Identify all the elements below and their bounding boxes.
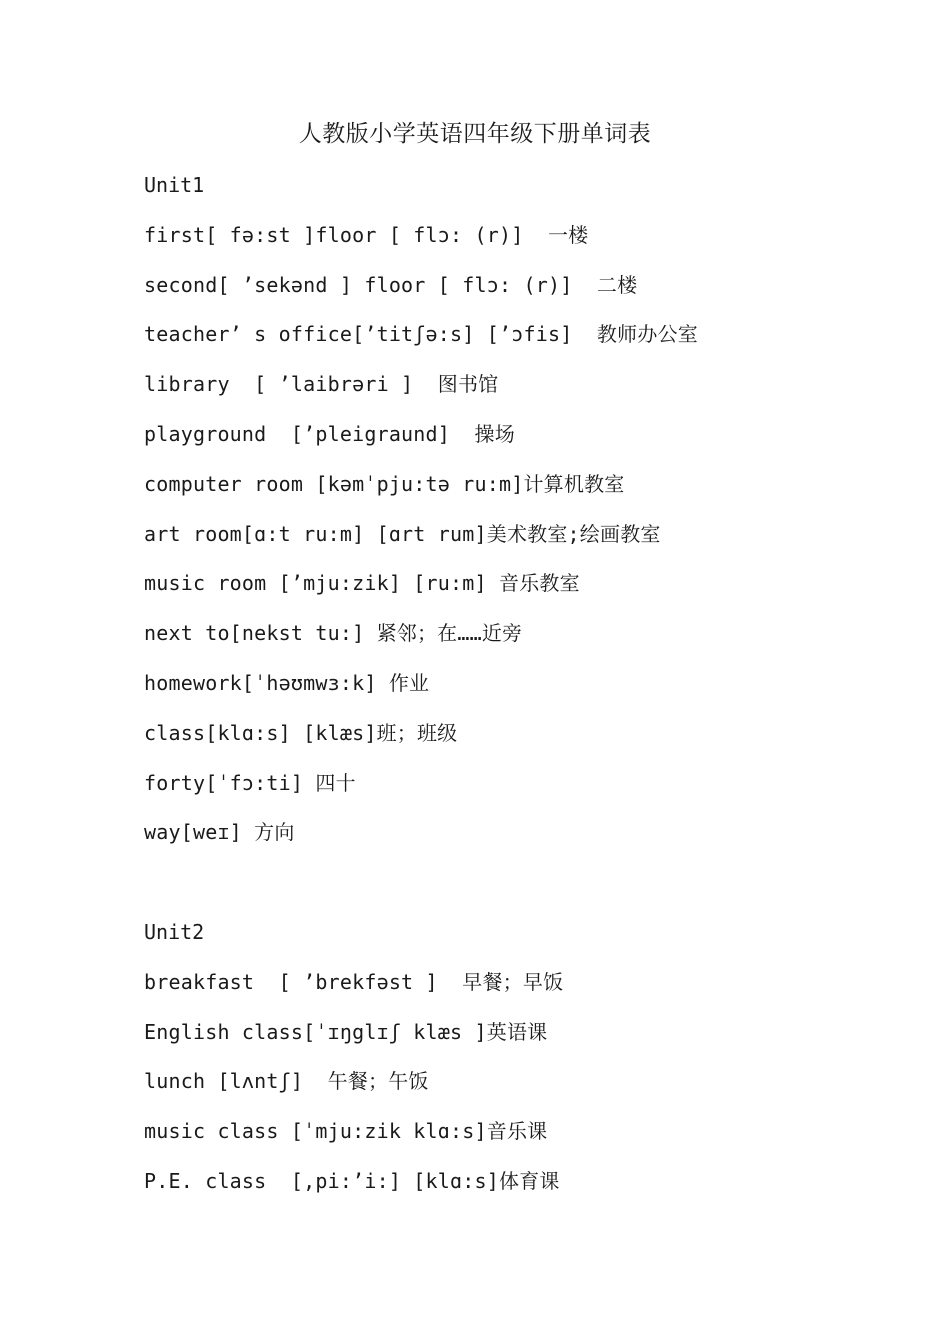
word-entry: art room[ɑ:t ru:m] [ɑrt rum]美术教室;绘画教室 <box>144 521 661 546</box>
word-entry: library [ ’laibrəri ] 图书馆 <box>144 372 499 397</box>
word-entry: lunch [lʌntʃ] 午餐；午饭 <box>144 1069 429 1094</box>
blank-line <box>144 865 904 915</box>
word-entry: playground [’pleigraund] 操场 <box>144 421 515 446</box>
word-entry: first[ fə:st ]floor [ flɔ: (r)] 一楼 <box>144 222 589 247</box>
unit-heading: Unit2 <box>144 919 205 944</box>
word-entry: music room [’mju:zik] [ru:m] 音乐教室 <box>144 571 580 596</box>
word-entry: class[klɑ:s] [klæs]班；班级 <box>144 720 458 745</box>
word-entry: way[weɪ] 方向 <box>144 820 295 845</box>
word-entry: P.E. class [,pi:’i:] [klɑ:s]体育课 <box>144 1168 560 1193</box>
word-entry: next to[nekst tu:] 紧邻；在……近旁 <box>144 621 523 646</box>
word-entry: homework[ˈhəʊmwɜ:k] 作业 <box>144 670 430 695</box>
word-entry: second[ ’sekənd ] floor [ flɔ: (r)] 二楼 <box>144 272 638 297</box>
word-entry: teacher’ s office[’titʃə:s] [’ɔfis] 教师办公室 <box>144 322 698 347</box>
word-entry: breakfast [ ’brekfəst ] 早餐；早饭 <box>144 969 564 994</box>
word-entry: music class [ˈmju:zik klɑ:s]音乐课 <box>144 1119 548 1144</box>
word-entry: computer room [kəmˈpju:tə ru:m]计算机教室 <box>144 471 625 496</box>
document-title: 人教版小学英语四年级下册单词表 <box>298 121 652 147</box>
word-entry: forty[ˈfɔ:ti] 四十 <box>144 770 356 795</box>
word-entry: English class[ˈɪŋglɪʃ klæs ]英语课 <box>144 1019 548 1044</box>
word-list <box>144 168 904 1214</box>
unit-heading: Unit1 <box>144 173 205 197</box>
